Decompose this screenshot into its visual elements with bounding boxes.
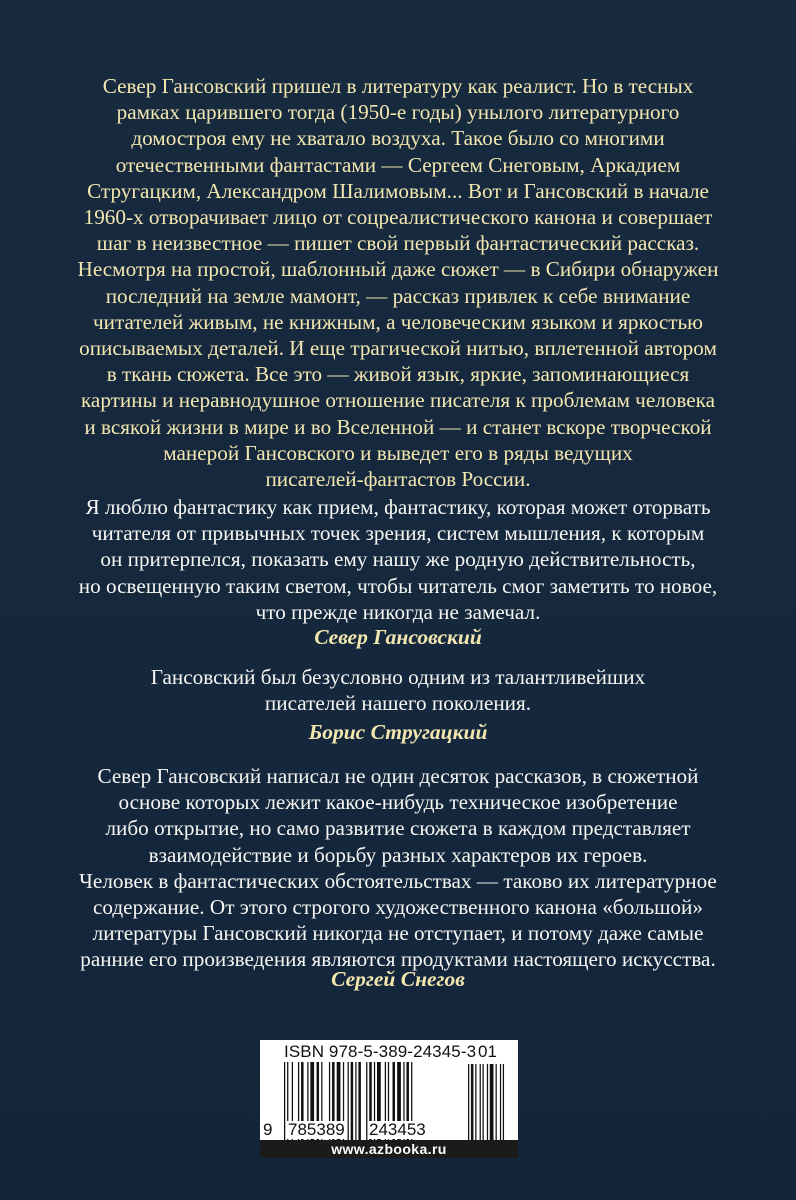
addon-barcode [467, 1064, 509, 1140]
addon-bar [487, 1064, 488, 1140]
addon-bar [480, 1064, 481, 1140]
addon-bar [500, 1064, 501, 1140]
barcode-panel [260, 1040, 518, 1158]
barcode-digits [262, 1121, 452, 1139]
barcode-digits-right: 243453 [369, 1120, 426, 1139]
addon-bar [468, 1064, 469, 1140]
isbn-addon-label: 01 [478, 1042, 497, 1061]
addon-bar [496, 1064, 497, 1140]
addon-bar [475, 1064, 476, 1140]
addon-bar [503, 1064, 504, 1140]
addon-bar [471, 1064, 474, 1140]
barcode-digits-left: 785389 [288, 1120, 345, 1139]
intro-paragraph: Север Гансовский пришел в литературу как реалист. Но в тесных рамках царившего тогда (1950-е годы) унылого литературного домостроя ему не хватало воздуха. Такое было со многими отечественными фантастами — Сергеем Снеговым, Аркадием Стругацким, Александром Шалимовым... Вот и Гансовский в начале 1960-х отворачивает лицо от соцреалистического канона и совершает шаг в неизвестное — пишет свой первый фантастический рассказ. Несмотря на простой, шаблонный даже сюжет — в Сибири обнаружен последний на земле мамонт, — рассказ привлек к себе внимание читателей живым, не книжным, а человеческим языком и яркостью описываемых деталей. И еще трагической нитью, вплетенной автором в ткань сюжета. Все это — живой язык, яркие, запоминающиеся картины и неравнодушное отношение писателя к проблемам человека и всякой жизни в мире и во Вселенной — и станет вскоре творческой манерой Гансовского и выведет его в ряды ведущих писателей-фантастов России. [77, 74, 719, 492]
quote-snegov-text: Север Гансовский написал не один десяток рассказов, в сюжетной основе которых лежит какое-нибудь техническое изобретение либо открытие, но само развитие сюжета в каждом представляет взаимодействие и борьбу разных характеров их героев. Человек в фантастических обстоятельствах — таково их литературное содержание. От этого строгого художественного канона «большой» литературы Гансовский никогда не отступает, и потому даже самые ранние его произведения являются продуктами настоящего искусства. [79, 764, 717, 972]
addon-bar [490, 1064, 494, 1140]
quote-strugatsky-text: Гансовский был безусловно одним из талантливейших писателей нашего поколения. [150, 665, 646, 716]
barcode-digit-first: 9 [263, 1120, 273, 1139]
quote-ganovsky-text: Я люблю фантастику как прием, фантастику, которая может оторвать читателя от привычных точек зрения, систем мышления, к которым он притерпелся, показать ему нашу же родную действительность, но освещенную таким светом, чтобы читатель смог заметить то новое, что прежде никогда не замечал. [78, 495, 718, 624]
publisher-url: www.azbooka.ru [260, 1140, 518, 1158]
isbn-label: ISBN 978-5-389-24345-3 [284, 1042, 477, 1061]
addon-bar [483, 1064, 484, 1140]
quote-strugatsky-author: Борис Стругацкий [308, 720, 488, 744]
quote-snegov-author: Сергей Снегов [331, 967, 465, 991]
quote-ganovsky-author: Север Гансовский [314, 625, 482, 649]
